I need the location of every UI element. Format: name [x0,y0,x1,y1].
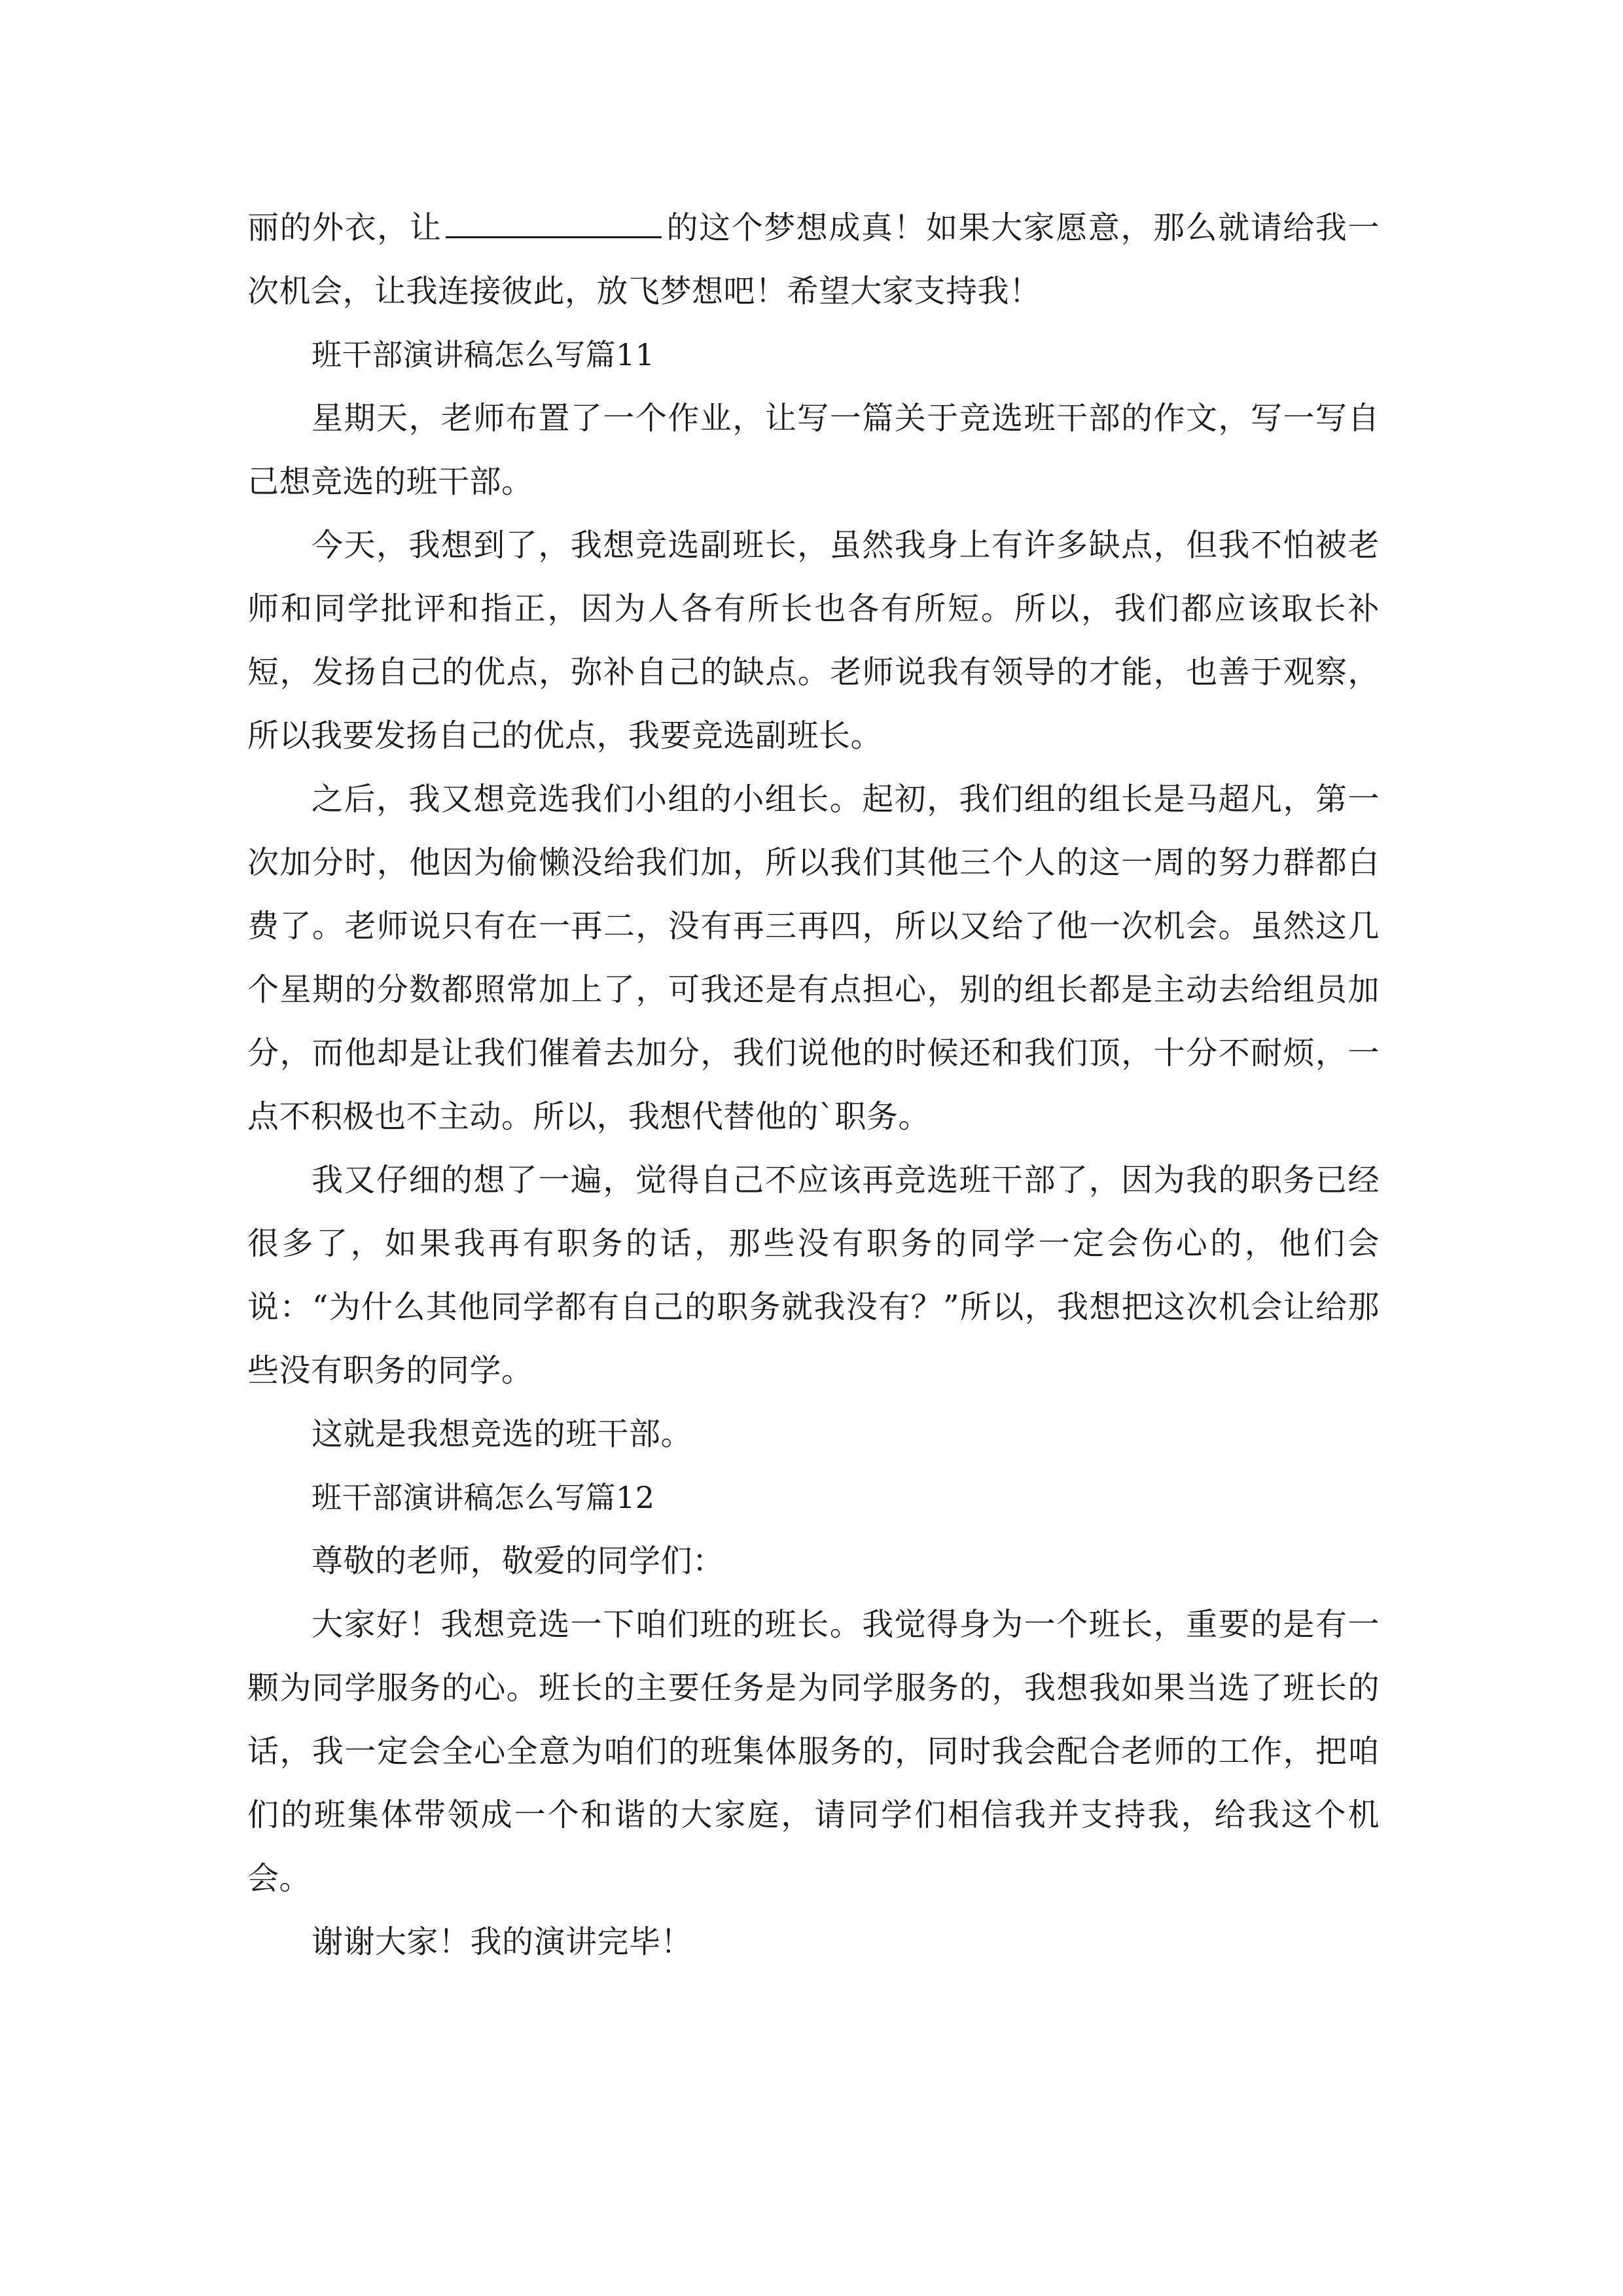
document-body [247,196,1380,1974]
opening-text-end: 的这个梦想成真！如果大家愿意，那么就请给我一次机会，让我连接彼此，放飞梦想吧！希望大家支持我！ [247,209,1380,310]
section-12-salutation: 尊敬的老师，敬爱的同学们： [312,1543,724,1579]
section-11-heading: 班干部演讲稿怎么写篇11 [312,337,655,372]
section-11-paragraph-5: 这就是我想竞选的班干部。 [312,1416,693,1452]
section-11-paragraph-4: 我又仔细的想了一遍，觉得自己不应该再竞选班干部了，因为我的职务已经很多了，如果我再有职务的话，那些没有职务的同学一定会伤心的，他们会说：“为什么其他同学都有自己的职务就我没有？”所以，我想把这次机会让给那些没有职务的同学。 [247,1162,1380,1389]
opening-paragraph [247,196,1380,323]
fill-in-blank-line [446,207,662,238]
section-12-paragraph-body: 大家好！我想竞选一下咱们班的班长。我觉得身为一个班长，重要的是有一颗为同学服务的心。班长的主要任务是为同学服务的，我想我如果当选了班长的话，我一定会全心全意为咱们的班集体服务的，同时我会配合老师的工作，把咱们的班集体带领成一个和谐的大家庭，请同学们相信我并支持我，给我这个机会。 [247,1606,1380,1897]
section-12-closing: 谢谢大家！我的演讲完毕！ [312,1924,693,1960]
section-11-paragraph-2: 今天，我想到了，我想竞选副班长，虽然我身上有许多缺点，但我不怕被老师和同学批评和指正，因为人各有所长也各有所短。所以，我们都应该取长补短，发扬自己的优点，弥补自己的缺点。老师说我有领导的才能，也善于观察，所以我要发扬自己的优点，我要竞选副班长。 [247,527,1380,754]
section-12-heading: 班干部演讲稿怎么写篇12 [312,1480,655,1515]
section-11-paragraph-1: 星期天，老师布置了一个作业，让写一篇关于竞选班干部的作文，写一写自己想竞选的班干部。 [247,400,1380,500]
opening-text-start: 丽的外衣，让 [247,209,442,246]
section-11-paragraph-3: 之后，我又想竞选我们小组的小组长。起初，我们组的组长是马超凡，第一次加分时，他因为偷懒没给我们加，所以我们其他三个人的这一周的努力群都白费了。老师说只有在一再二，没有再三再四，所以又给了他一次机会。虽然这几个星期的分数都照常加上了，可我还是有点担心，别的组长都是主动去给组员加分，而他却是让我们催着去加分，我们说他的时候还和我们顶，十分不耐烦，一点不积极也不主动。所以，我想代替他的`职务。 [247,781,1380,1135]
